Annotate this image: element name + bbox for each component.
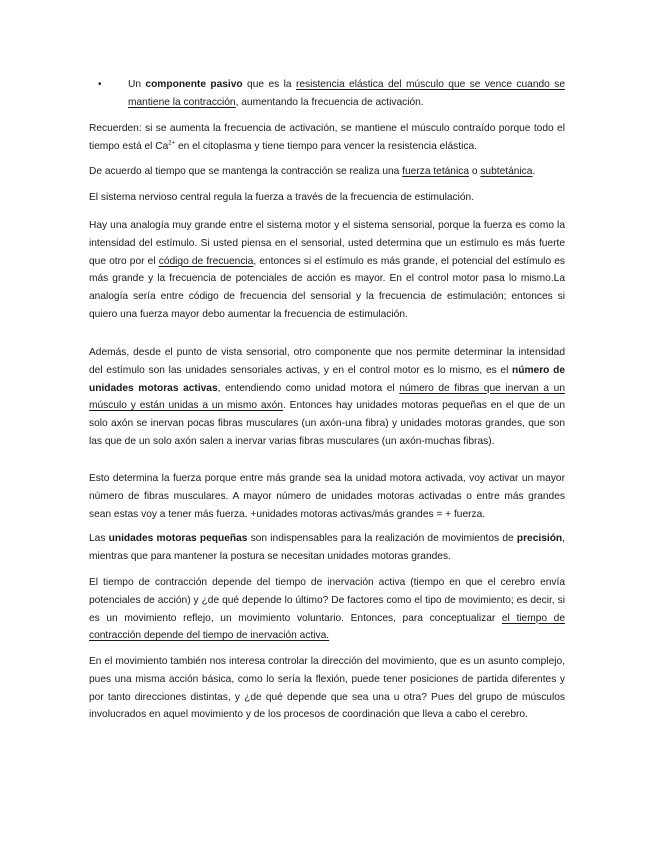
text-run: . [532, 166, 536, 177]
text-run: son indispensables para la realización de movimientos de [247, 533, 517, 544]
paragraph-precision [89, 530, 565, 566]
text-run: El sistema nervioso central regula la fuerza a través de la frecuencia de estimulación. [89, 192, 475, 203]
paragraph-direccion-movimiento [89, 653, 565, 724]
text-run: que es la [242, 79, 296, 90]
paragraph-fuerza-tetanica [89, 163, 565, 181]
text-run: , entendiendo como unidad motora el [217, 382, 400, 394]
paragraph-unidades-motoras [89, 344, 565, 451]
bold-term: unidades motoras pequeñas [108, 533, 248, 544]
underlined-phrase: fuerza tetánica [402, 166, 469, 177]
underlined-phrase: código de frecuencia [158, 255, 254, 267]
text-run: , mientras que para mantener la postura se necesitan unidades motoras grandes. [89, 533, 565, 562]
underlined-phrase: número de fibras que inervan a un músculo y están unidas a un mismo axón [89, 382, 565, 412]
text-run: Un [128, 79, 146, 90]
text-run: , aumentando la frecuencia de activación. [235, 96, 424, 108]
text-run: Recuerden: si se aumenta la frecuencia de activación, se mantiene el músculo contraído porque todo el tiempo está el Ca [89, 123, 565, 152]
paragraph-fuerza-unidad [89, 470, 565, 523]
bold-term: componente pasivo [145, 79, 243, 90]
text-run: . Entonces hay unidades motoras pequeñas en el que de un solo axón se inervan pocas fibras musculares (un axón-una fibra) y unidades motoras grandes, que son las que de un solo axón salen a inervar varias fibras musculares (un axón-muchas fibras). [89, 400, 565, 447]
text-run: En el movimiento también nos interesa controlar la dirección del movimiento, que es un asunto complejo, pues una misma acción básica, como lo sería la flexión, puede tener posiciones de partida diferentes y por tanto direcciones distintas, y ¿de qué depende que sea una u otra? Pues del grupo de músculos involucrados en aquel movimiento y de los procesos de coordinación que lleva a cabo el cerebro. [89, 656, 565, 721]
paragraph-analogia [89, 217, 565, 324]
bold-term: precisión [516, 533, 563, 544]
bullet-icon: • [98, 79, 102, 90]
underlined-phrase: resistencia elástica del músculo que se vence cuando se mantiene la contracción [128, 79, 565, 108]
text-run: Las [89, 533, 109, 544]
text-run: Además, desde el punto de vista sensorial, otro componente que nos permite determinar la intensidad del estímulo son las unidades sensoriales activas, y en el control motor es lo mismo, es el [89, 347, 565, 376]
text-run: De acuerdo al tiempo que se mantenga la contracción se realiza una [89, 166, 403, 177]
text-run: Esto determina la fuerza porque entre más grande sea la unidad motora activada, voy activar un mayor número de fibras musculares. A mayor número de unidades motoras activadas o entre más grandes sean estas voy a tener más fuerza. +unidades motoras activas/más grandes = + fuerza. [89, 473, 565, 520]
paragraph-tiempo-contraccion [89, 574, 565, 645]
text-run: o [469, 166, 481, 177]
paragraph-recuerden [89, 120, 565, 156]
bullet-text [110, 76, 565, 112]
underlined-phrase: el tiempo de contracción depende del tiempo de inervación activa. [89, 612, 565, 642]
text-run: en el citoplasma y tiene tiempo para vencer la resistencia elástica. [175, 140, 477, 152]
bullet-list-item [98, 76, 565, 112]
paragraph-sistema-nervioso [89, 189, 565, 207]
text-run: , entonces si el estímulo es más grande, el potencial del estímulo es más grande y la frecuencia de potenciales de acción es mayor. En el control motor pasa lo mismo.La analogía sería entre código de frecuencia del sensorial y la frecuencia de estimulación; entonces si quiero una fuerza mayor debo aumentar la frecuencia de estimulación. [89, 255, 566, 320]
text-run: El tiempo de contracción depende del tiempo de inervación activa (tiempo en que el cerebro envía potenciales de acción) y ¿de qué depende lo último? De factores como el tipo de movimiento; es decir, si es un movimiento reflejo, un movimiento voluntario. Entonces, para conceptualizar [89, 577, 565, 624]
underlined-phrase: subtetánica [480, 166, 533, 177]
superscript: 2+ [168, 140, 176, 147]
bold-term: número de unidades motoras activas [89, 364, 565, 394]
text-run: Hay una analogía muy grande entre el sistema motor y el sistema sensorial, porque la fuerza es como la intensidad del estímulo. Si usted piensa en el sensorial, usted determina que un estímulo es más fuerte que otro por el [89, 220, 565, 267]
